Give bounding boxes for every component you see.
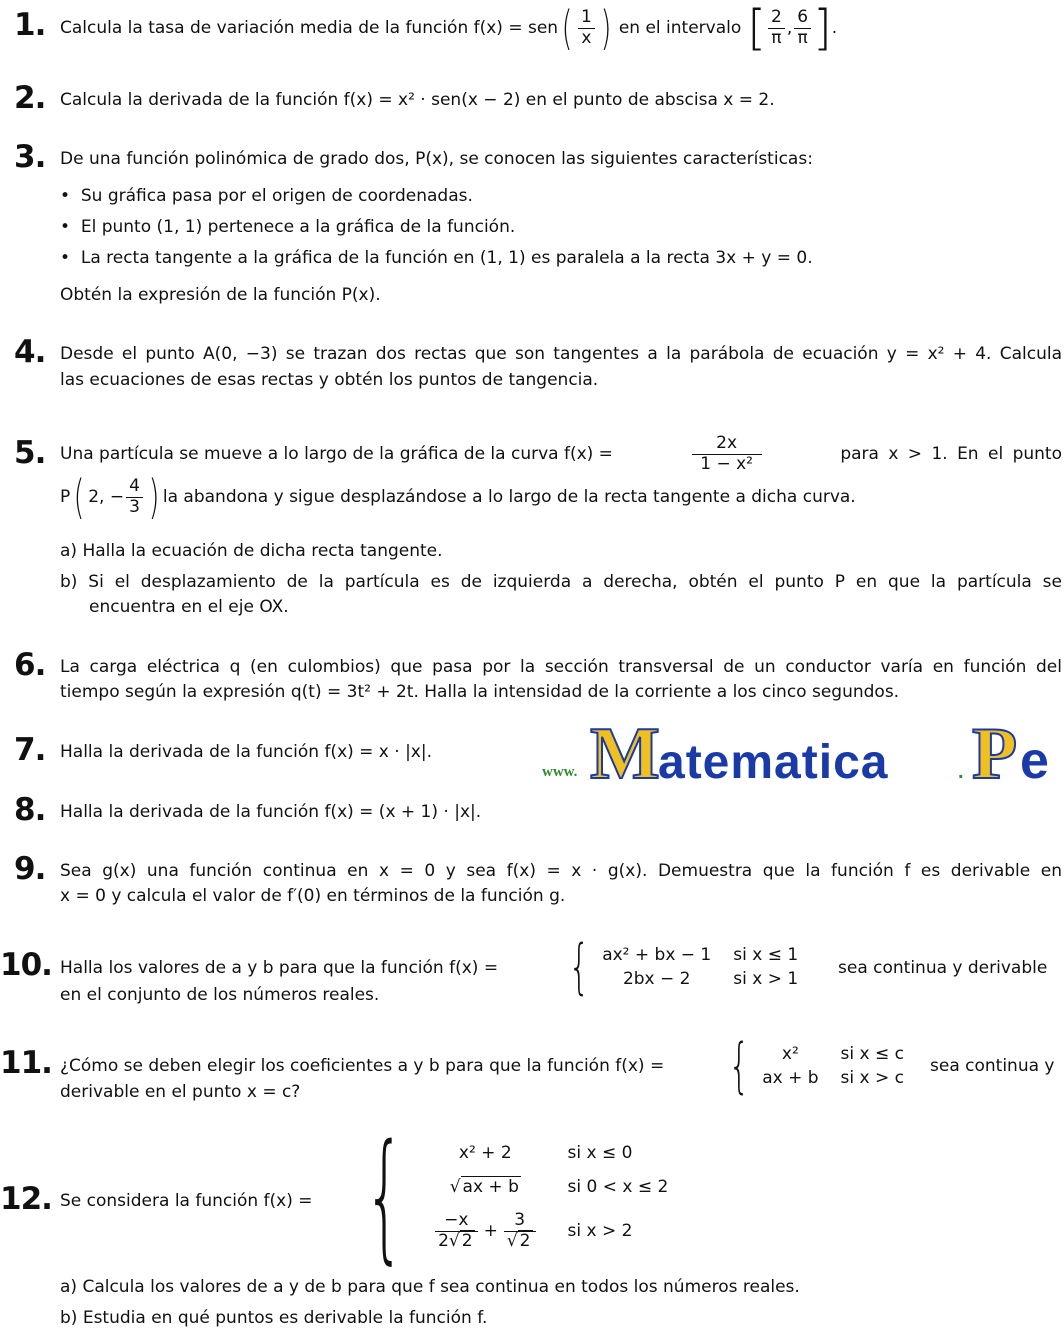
problem-statement-pre: Se considera la función f(x) =	[60, 1191, 313, 1211]
problem-statement-post: sea continua y	[930, 1056, 1055, 1076]
problem-statement-line2: derivable en el punto x = c?	[60, 1082, 301, 1102]
bullet-item: • Su gráfica pasa por el origen de coordenadas.	[60, 186, 473, 206]
problem-statement-line1: Desde el punto A(0, −3) se trazan dos rectas que son tangentes a la parábola de ecuación y = x² + 4. Calcula	[60, 344, 1062, 364]
problem-number: 9.	[14, 851, 46, 887]
bullet-item: • El punto (1, 1) pertenece a la gráfica de la función.	[60, 217, 516, 237]
problem-number: 4.	[14, 334, 46, 370]
problem-number: 1.	[14, 7, 46, 43]
problem-number: 6.	[14, 647, 46, 683]
svg-text:.: .	[958, 761, 964, 782]
sub-item-b-line1: b) Si el desplazamiento de la partícula es de izquierda a derecha, obtén el punto P en que la partícula se	[60, 572, 1062, 592]
sub-item-b: b) Estudia en qué puntos es derivable la función f.	[60, 1308, 488, 1328]
problem-statement-line2: las ecuaciones de esas rectas y obtén los puntos de tangencia.	[60, 370, 599, 390]
svg-text:P: P	[972, 713, 1018, 782]
problem-statement-line1: Sea g(x) una función continua en x = 0 y sea f(x) = x · g(x). Demuestra que la función f es derivable en	[60, 861, 1062, 881]
problem-statement: Halla la derivada de la función f(x) = x · |x|.	[60, 742, 432, 762]
svg-text:www.: www.	[542, 764, 578, 780]
problem-number: 2.	[14, 80, 46, 116]
closing-text: Obtén la expresión de la función P(x).	[60, 285, 381, 305]
problem-number: 10.	[0, 947, 52, 983]
problem-statement-line2: en el conjunto de los números reales.	[60, 985, 380, 1005]
problem-number: 8.	[14, 792, 46, 828]
problem-statement: Calcula la derivada de la función f(x) = x² · sen(x − 2) en el punto de abscisa x = 2.	[60, 90, 775, 110]
problem-statement-pre: ¿Cómo se deben elegir los coeficientes a y b para que la función f(x) =	[60, 1056, 665, 1076]
problem-statement-pre: Halla los valores de a y b para que la función f(x) =	[60, 958, 499, 978]
problem-statement-line2: tiempo según la expresión q(t) = 3t² + 2t. Halla la intensidad de la corriente a los cinco segundos.	[60, 682, 900, 702]
svg-text:e: e	[1020, 732, 1049, 782]
piecewise-function: { ax² + bx − 1 si x ≤ 1 2bx − 2 si x > 1	[568, 932, 799, 1002]
piecewise-function: { x² + 2 si x ≤ 0 √ ax + b si 0 < x ≤ 2 $\frac{-x}{2√ 2}$ + $\frac{3}{√ 2}$ si x > 2	[364, 1115, 669, 1278]
sub-item-b-line2: encuentra en el eje OX.	[89, 597, 289, 617]
problem-number: 12.	[0, 1181, 52, 1217]
svg-text:M: M	[590, 713, 660, 782]
piecewise-function: { x² si x ≤ c ax + b si x > c	[728, 1031, 904, 1101]
sub-item-a: a) Calcula los valores de a y de b para que f sea continua en todos los números reales.	[60, 1277, 800, 1297]
problem-number: 7.	[14, 732, 46, 768]
fraction: $\frac{1}{x}$	[578, 8, 595, 48]
problem-statement: Calcula la tasa de variación media de la función f(x) = sen ( $\frac{1}{x}$ ) en el intervalo [ $\frac{2}{\pi}$ , $\frac{6}{\pi}$ ] .	[60, 0, 838, 56]
problem-statement-line1: La carga eléctrica q (en culombios) que pasa por la sección transversal de un conductor varía en función del	[60, 657, 1062, 677]
problem-number: 3.	[14, 139, 46, 175]
svg-text:atematica: atematica	[658, 736, 889, 782]
problem-statement-line1: Una partícula se mueve a lo largo de la gráfica de la curva f(x) = $\frac{2x}{\text{1 − x²}}$ para x > 1. En el punto	[60, 432, 1062, 474]
sub-item-a: a) Halla la ecuación de dicha recta tangente.	[60, 541, 443, 561]
problem-statement: Halla la derivada de la función f(x) = (x + 1) · |x|.	[60, 802, 482, 822]
problem-statement-line2: x = 0 y calcula el valor de f′(0) en términos de la función g.	[60, 886, 566, 906]
logo-graphic	[540, 712, 1064, 782]
problem-statement-post: sea continua y derivable	[838, 958, 1048, 978]
matematica-pe-logo	[540, 712, 1064, 782]
bullet-item: • La recta tangente a la gráfica de la función en (1, 1) es paralela a la recta 3x + y = 0.	[60, 248, 813, 268]
problem-statement: De una función polinómica de grado dos, P(x), se conocen las siguientes características:	[60, 149, 813, 169]
problem-number: 5.	[14, 435, 46, 471]
problem-statement-line2: P ( 2, − $\frac{4}{3}$ ) la abandona y sigue desplazándose a lo largo de la recta tangente a dicha curva.	[60, 470, 856, 524]
problem-number: 11.	[0, 1045, 52, 1081]
